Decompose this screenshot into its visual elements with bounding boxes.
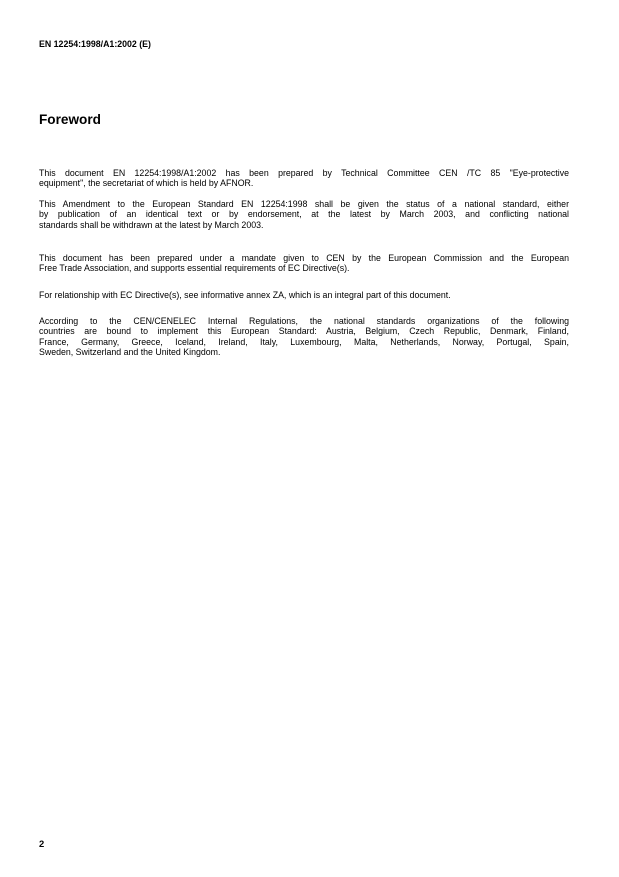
- paragraph-implementation: [39, 316, 569, 357]
- paragraph-line: Sweden, Switzerland and the United Kingdom.: [39, 346, 221, 357]
- paragraph-annex-reference: [39, 290, 569, 300]
- paragraph-line: This document EN 12254:1998/A1:2002 has been prepared by Technical Committee CEN /TC 85 "Eye-protective: [39, 168, 569, 178]
- paragraph-line: France, Germany, Greece, Iceland, Ireland, Italy, Luxembourg, Malta, Netherlands, Norway, Portugal, Spain,: [39, 336, 569, 347]
- document-header: EN 12254:1998/A1:2002 (E): [39, 39, 151, 49]
- page-number: 2: [39, 838, 45, 849]
- paragraph-mandate: [39, 253, 569, 274]
- paragraph-preparation: [39, 168, 569, 189]
- paragraph-line: countries are bound to implement this European Standard: Austria, Belgium, Czech Republic, Denmark, Finland,: [39, 326, 569, 337]
- paragraph-line: According to the CEN/CENELEC Internal Regulations, the national standards organizations of the following: [39, 316, 569, 326]
- page-title: Foreword: [39, 112, 101, 127]
- paragraph-status: [39, 199, 569, 230]
- paragraph-line: equipment", the secretariat of which is held by AFNOR.: [39, 178, 254, 189]
- paragraph-line: by publication of an identical text or by endorsement, at the latest by March 2003, and conflicting national: [39, 209, 569, 220]
- paragraph-line: standards shall be withdrawn at the latest by March 2003.: [39, 219, 264, 230]
- paragraph-line: For relationship with EC Directive(s), see informative annex ZA, which is an integral part of this document.: [39, 290, 451, 300]
- paragraph-line: Free Trade Association, and supports essential requirements of EC Directive(s).: [39, 263, 350, 274]
- paragraph-line: This document has been prepared under a mandate given to CEN by the European Commission and the European: [39, 253, 569, 263]
- paragraph-line: This Amendment to the European Standard EN 12254:1998 shall be given the status of a national standard, either: [39, 199, 569, 209]
